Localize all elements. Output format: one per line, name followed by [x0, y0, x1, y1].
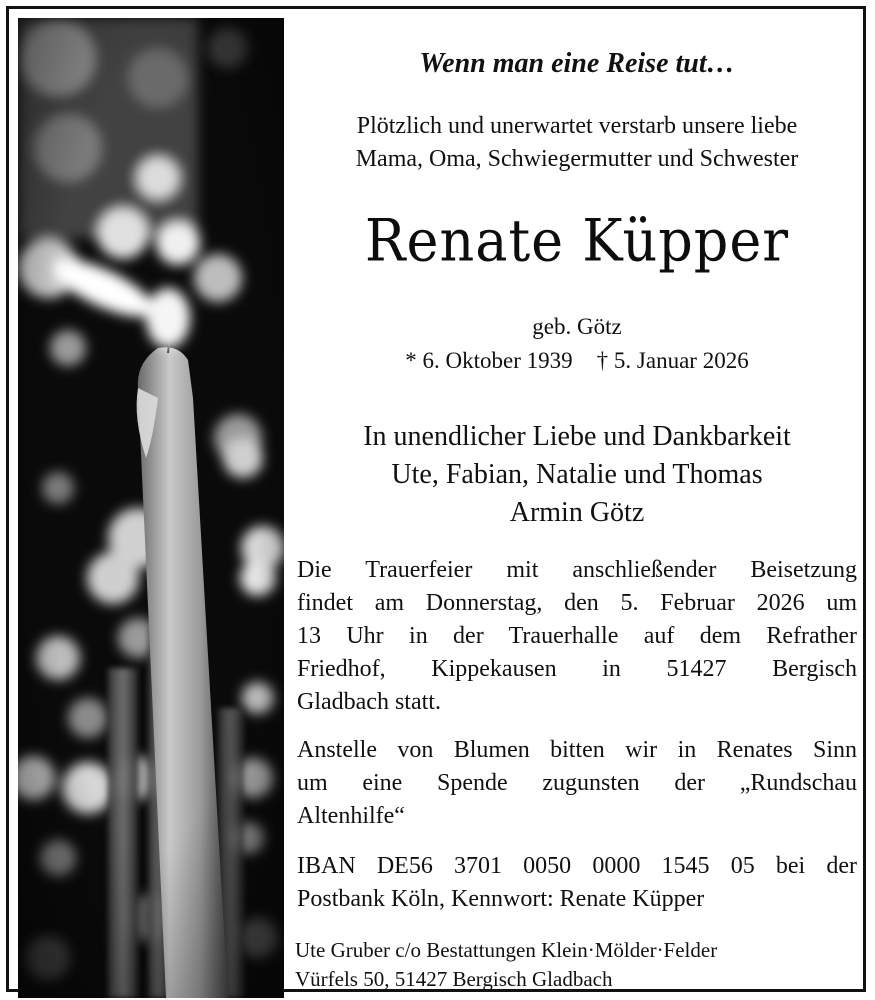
donation-line: Altenhilfe“	[297, 803, 405, 829]
family-signature	[297, 418, 857, 532]
obituary-text	[297, 18, 857, 998]
service-line: Gladbach statt.	[297, 689, 441, 715]
candle-photo	[18, 18, 284, 998]
family-line: In unendlicher Liebe und Dankbarkeit	[363, 421, 791, 452]
bank-paragraph	[297, 850, 857, 916]
candle-illustration	[18, 18, 284, 998]
obituary-frame	[6, 6, 866, 992]
life-dates	[297, 348, 857, 374]
address-line: Vürfels 50, 51427 Bergisch Gladbach	[295, 967, 613, 991]
service-line: 13 Uhr in der Trauerhalle auf dem Refrather	[297, 623, 857, 649]
donation-paragraph	[297, 734, 857, 833]
family-line: Armin Götz	[509, 497, 645, 528]
family-line: Ute, Fabian, Natalie und Thomas	[391, 459, 763, 490]
deceased-name: Renate Küpper	[364, 206, 790, 275]
service-line: Die Trauerfeier mit anschließender Beisetzung	[297, 557, 857, 583]
address-line: Ute Gruber c/o Bestattungen Klein·Mölder·Felder	[295, 938, 718, 962]
intro-line: Plötzlich und unerwartet verstarb unsere liebe	[356, 113, 798, 139]
intro-text	[297, 110, 857, 176]
donation-line: Anstelle von Blumen bitten wir in Renates Sinn	[297, 737, 857, 763]
donation-line: um eine Spende zugunsten der „Rundschau	[297, 770, 857, 796]
intro-line: Mama, Oma, Schwiegermutter und Schwester	[355, 146, 799, 172]
death-date: † 5. Januar 2026	[596, 348, 749, 373]
service-line: Friedhof, Kippekausen in 51427 Bergisch	[297, 656, 857, 682]
birth-date: * 6. Oktober 1939	[405, 348, 573, 373]
bank-line: Postbank Köln, Kennwort: Renate Küpper	[297, 886, 705, 912]
bank-line: IBAN DE56 3701 0050 0000 1545 05 bei der	[297, 853, 857, 879]
funeral-home-address	[295, 936, 855, 994]
motto-heading: Wenn man eine Reise tut…	[419, 48, 735, 79]
birth-name: geb. Götz	[532, 314, 622, 339]
service-paragraph	[297, 554, 857, 719]
service-line: findet am Donnerstag, den 5. Februar 2026 um	[297, 590, 857, 616]
